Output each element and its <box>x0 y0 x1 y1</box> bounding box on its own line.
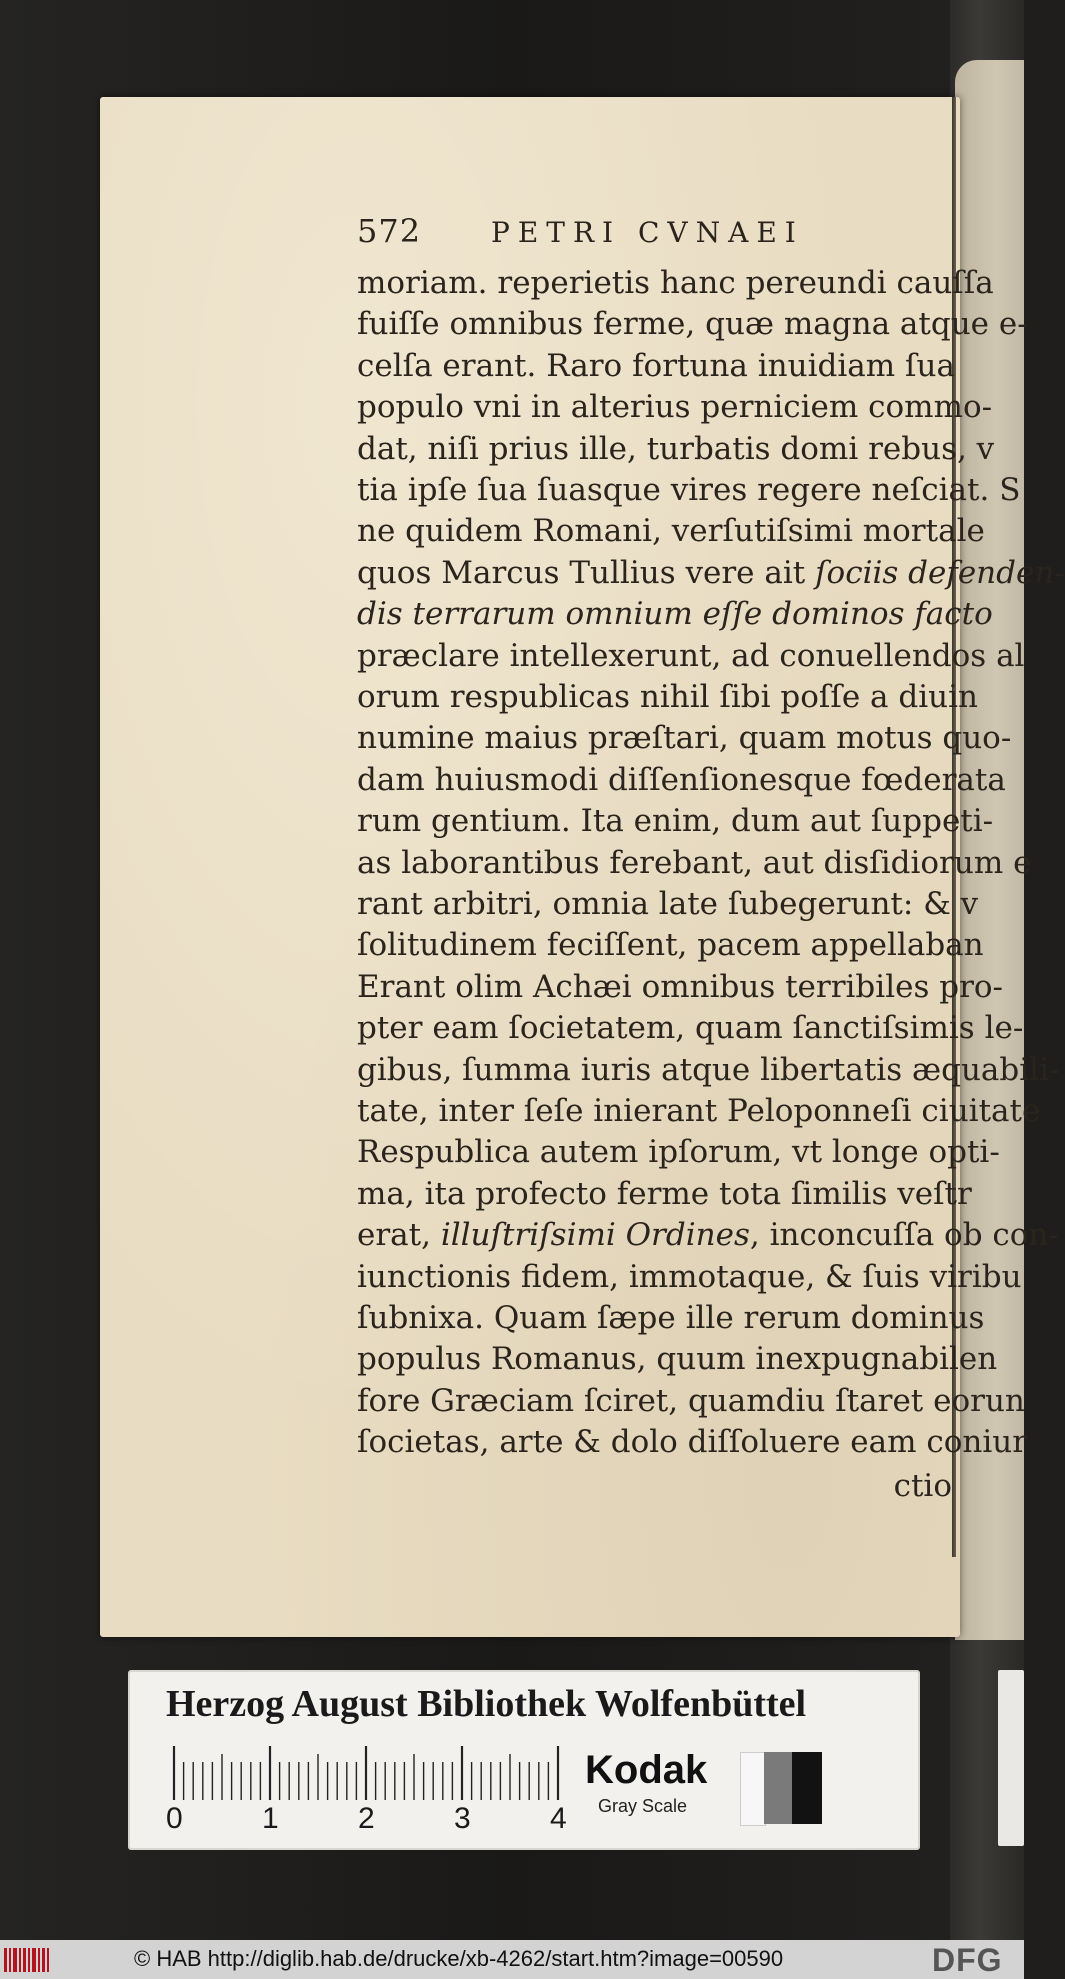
text-run: populo vni in alterius perniciem commo- <box>357 389 993 426</box>
italic-text: illuſtriſsimi Ordines <box>440 1217 750 1254</box>
text-line <box>357 800 994 842</box>
text-run: orum respublicas nihil ſibi poſſe a diuin <box>357 679 978 715</box>
text-run: dat, niſi prius ille, turbatis domi rebus, v <box>357 430 995 467</box>
text-run: as laborantibus ferebant, aut disſidiorum e <box>357 844 1032 881</box>
white-swatch <box>740 1752 766 1826</box>
library-name: Herzog August Bibliothek Wolfenbüttel <box>166 1683 807 1725</box>
text-run: pter eam ſocietatem, quam ſanctiſsimis le- <box>357 1010 1024 1047</box>
running-title: PETRI CVNAEI <box>490 216 804 249</box>
text-run: moriam. reperietis hanc pereundi cauſſa <box>357 265 994 301</box>
ruler-number: 3 <box>454 1802 471 1835</box>
italic-text: ſociis defenden- <box>815 554 1065 591</box>
text-run: Erant olim Achæi omnibus terribiles pro- <box>357 968 1004 1005</box>
dfg-logo: DFG <box>932 1942 1003 1978</box>
copyright-link[interactable]: © HAB http://diglib.hab.de/drucke/xb-4262/start.htm?image=00590 <box>134 1946 784 1971</box>
text-run: tate, inter ſeſe inierant Peloponneſi ciuitate <box>357 1093 1041 1129</box>
text-run: ne quidem Romani, verſutiſsimi mortale <box>357 513 985 550</box>
text-run: rum gentium. Ita enim, dum aut ſuppeti- <box>357 803 994 840</box>
text-line <box>357 1090 1041 1132</box>
page-number: 572 <box>357 212 422 250</box>
text-line <box>357 883 979 925</box>
text-line <box>357 1421 1028 1463</box>
text-line <box>357 924 984 966</box>
text-line <box>357 303 1028 345</box>
page-header <box>357 212 957 250</box>
text-line <box>357 676 978 718</box>
ruler-number: 1 <box>262 1802 279 1835</box>
text-line <box>357 1256 1022 1298</box>
text-run: rant arbitri, omnia late ſubegerunt: & v <box>357 886 979 922</box>
text-run: numine maius præſtari, quam motus quo- <box>357 720 1012 757</box>
text-line <box>357 1007 1024 1049</box>
text-line <box>357 593 993 635</box>
footer-bar <box>0 1940 1024 1979</box>
text-line <box>357 428 995 470</box>
text-line <box>357 842 1032 884</box>
text-line <box>357 1049 1060 1091</box>
text-run: Respublica autem ipſorum, vt longe opti- <box>357 1134 1000 1171</box>
text-line <box>357 1338 998 1380</box>
ruler-number: 2 <box>358 1802 375 1835</box>
text-line <box>357 1131 1000 1173</box>
color-target-card <box>128 1670 920 1850</box>
text-run: iunctionis fidem, immotaque, & ſuis viribu <box>357 1258 1022 1295</box>
text-line <box>357 345 957 387</box>
text-line <box>357 717 1012 759</box>
text-run: gibus, ſumma iuris atque libertatis æquabili- <box>357 1051 1060 1088</box>
ruler-number: 0 <box>166 1802 183 1835</box>
text-run: celſa erant. Raro fortuna inuidiam ſua <box>357 347 955 384</box>
text-run: dam huiusmodi diſſenſionesque fœderata <box>357 761 1006 798</box>
adjacent-color-card <box>998 1670 1024 1846</box>
text-line <box>357 262 994 304</box>
text-line <box>357 759 1006 801</box>
text-run: ſolitudinem feciſſent, pacem appellaban <box>357 927 984 964</box>
text-run: præclare intellexerunt, ad conuellendos al <box>357 637 1025 674</box>
text-run: fuiſſe omnibus ferme, quæ magna atque e- <box>357 306 1028 343</box>
text-line <box>357 635 1025 677</box>
text-run: ma, ita profecto ferme tota ſimilis veſtr <box>357 1175 972 1212</box>
hab-barcode-logo-icon <box>4 1946 50 1974</box>
italic-text: dis terrarum omnium eſſe dominos facto <box>357 596 993 633</box>
text-run: quos Marcus Tullius vere ait <box>357 554 816 591</box>
text-line <box>357 386 993 428</box>
text-run: tia ipſe ſua ſuasque vires regere neſciat. S <box>357 472 1021 508</box>
text-run: , inconcuſſa ob con- <box>749 1217 1059 1254</box>
text-run: populus Romanus, quum inexpugnabilen <box>357 1341 998 1378</box>
text-line <box>357 1380 1025 1422</box>
ruler-number: 4 <box>550 1802 567 1835</box>
text-line <box>357 1214 1059 1256</box>
black-swatch <box>792 1752 822 1824</box>
text-run: ſubnixa. Quam ſæpe ille rerum dominus <box>357 1300 985 1336</box>
ruler-scale <box>170 1744 590 1804</box>
gray-scale-label: Gray Scale <box>598 1796 688 1816</box>
text-line <box>357 510 985 552</box>
text-line <box>357 552 1065 594</box>
ruler-numbers <box>166 1802 606 1842</box>
kodak-logo: Kodak <box>585 1748 708 1792</box>
text-line <box>357 469 1021 511</box>
text-line <box>357 1173 972 1215</box>
text-run: ſocietas, arte & dolo diſſoluere eam coniur <box>357 1424 1028 1461</box>
text-line <box>357 1297 985 1339</box>
text-run: fore Græciam ſciret, quamdiu ſtaret eorun <box>357 1382 1025 1419</box>
catchword: ctio <box>893 1467 952 1504</box>
gray-swatch <box>764 1752 792 1824</box>
text-run: erat, <box>357 1217 441 1254</box>
text-line <box>357 966 1004 1008</box>
